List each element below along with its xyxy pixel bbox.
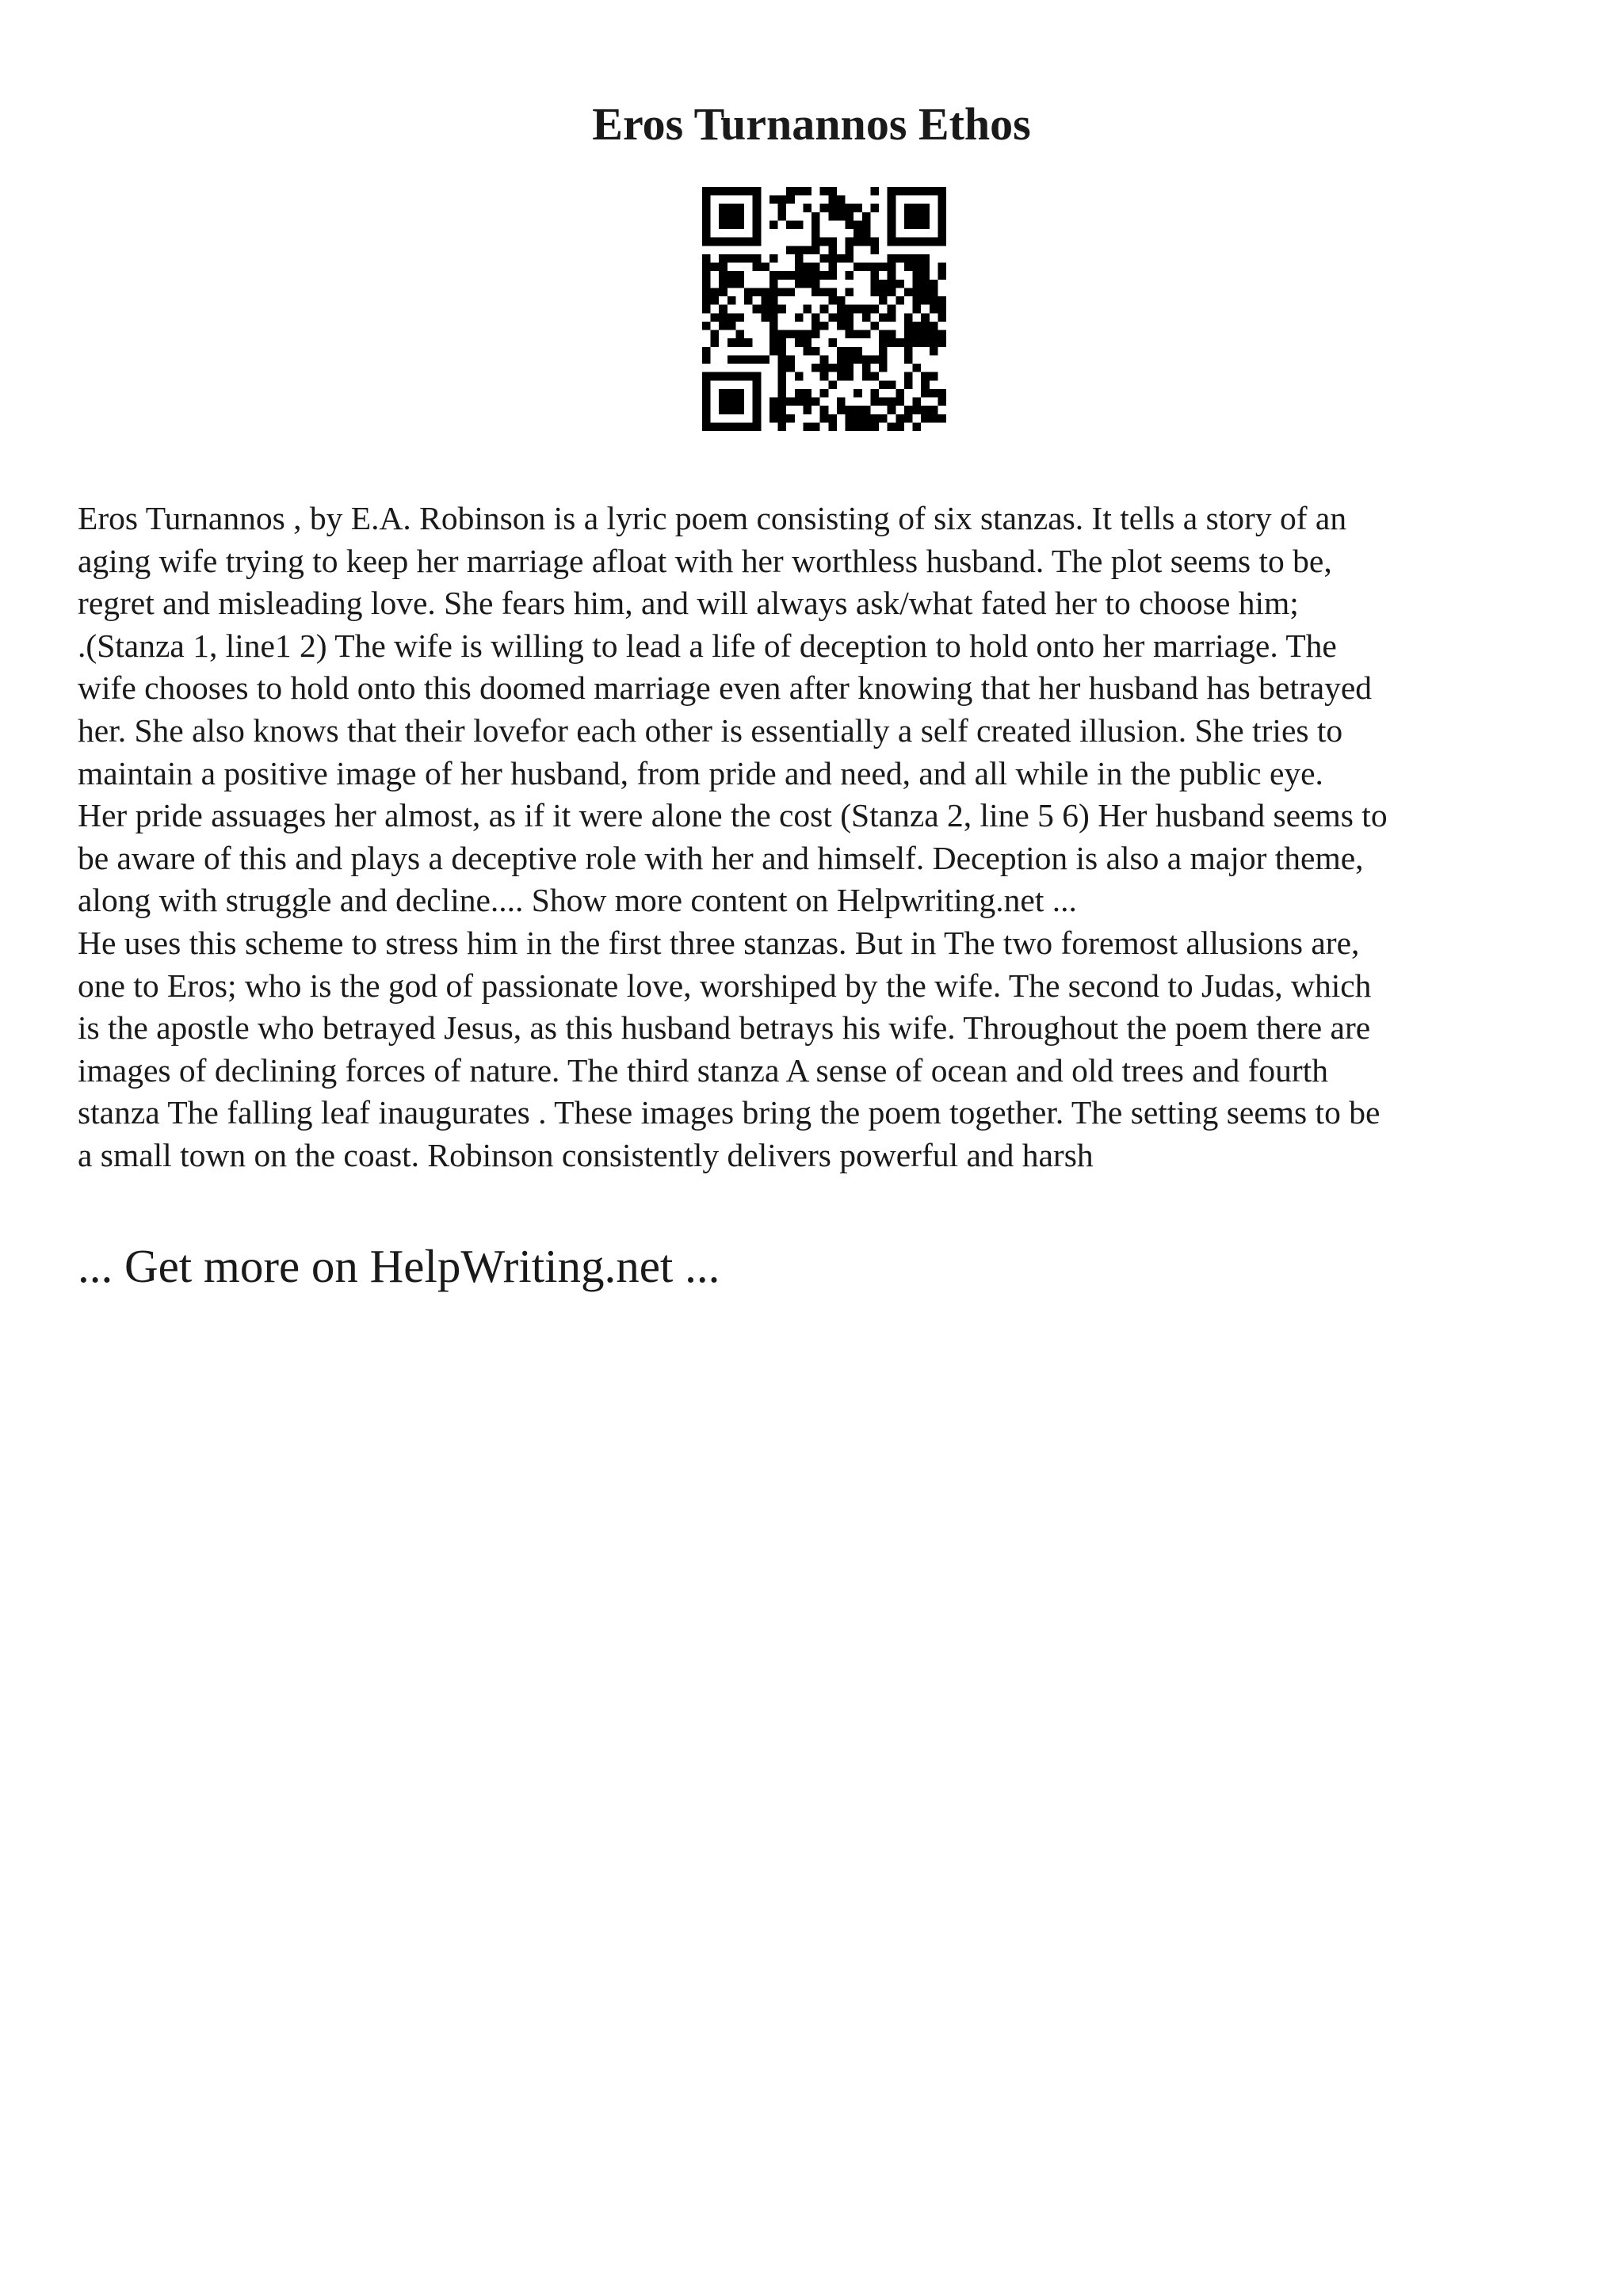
essay-body: Eros Turnannos , by E.A. Robinson is a lyric poem consisting of six stanzas. It tells a story of an aging wife trying to keep her marriage afloat with her worthless husband. The plot seems to be, regret and misleading love. She fears him, and will always ask/what fated her to choose him; .(Stanza 1, line1 2) The wife is willing to lead a life of deception to hold onto her marriage. The wife chooses to hold onto this doomed marriage even after knowing that her husband has betrayed her. She also knows that their lovefor each other is essentially a self created illusion. She tries to maintain a positive image of her husband, from pride and need, and all while in the public eye. Her pride assuages her almost, as if it were alone the cost (Stanza 2, line 5 6) Her husband seems to be aware of this and plays a deceptive role with her and himself. Deception is also a major theme, along with struggle and decline.... Show more content on Helpwriting.net ... He uses this scheme to stress him in the first three stanzas. But in The two foremost allusions are, one to Eros; who is the god of passionate love, worshiped by the wife. The second to Judas, which is the apostle who betrayed Jesus, as this husband betrays his wife. Throughout the poem there are images of declining forces of nature. The third stanza A sense of ocean and old trees and fourth stanza The falling leaf inaugurates . These images bring the poem together. The setting seems to be a small town on the coast. Robinson consistently delivers powerful and harsh (78, 500, 1388, 1173)
qr-code-icon (702, 187, 946, 431)
get-more-link[interactable]: ... Get more on HelpWriting.net ... (78, 1240, 720, 1292)
page-title: Eros Turnannos Ethos (592, 98, 1031, 150)
